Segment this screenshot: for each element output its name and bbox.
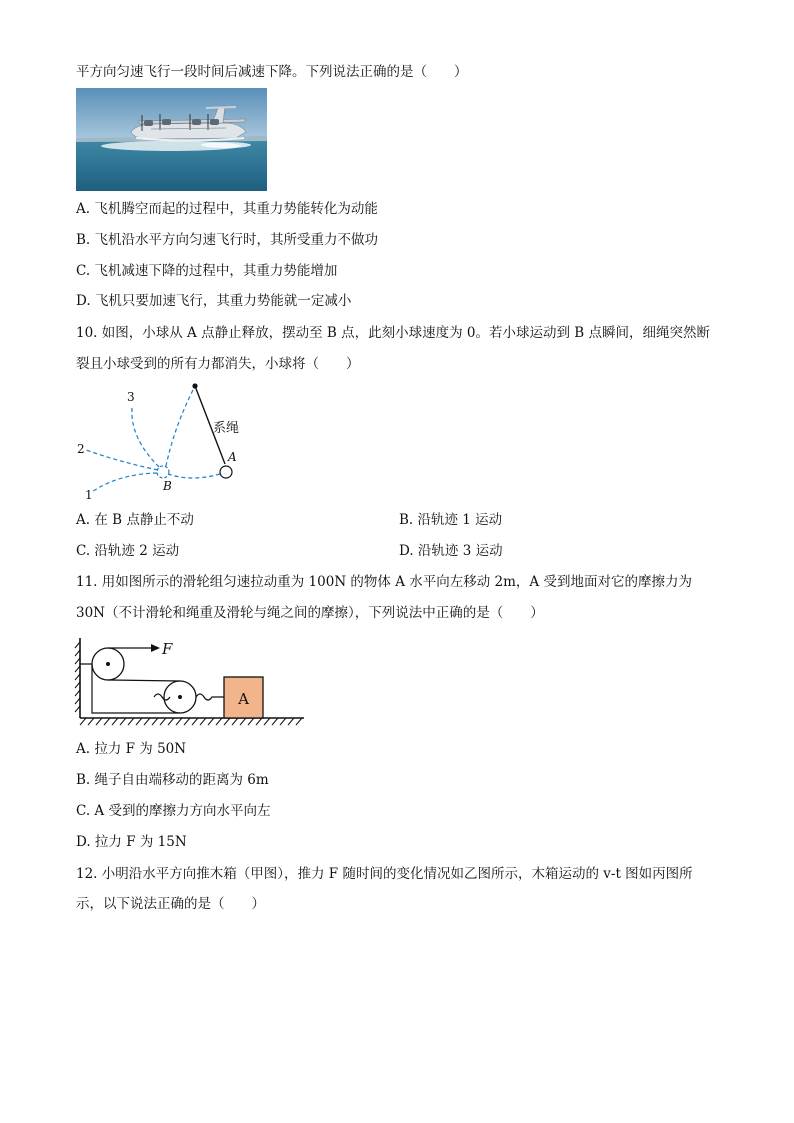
track-3 (132, 408, 159, 467)
rope-position-b (166, 390, 193, 466)
q9-option-a: A. 飞机腾空而起的过程中，其重力势能转化为动能 (76, 201, 378, 217)
point-b-label: B (163, 479, 172, 493)
q9-option-c: C. 飞机减速下降的过程中，其重力势能增加 (76, 263, 338, 279)
q11-option-d: D. 拉力 F 为 15N (76, 834, 187, 850)
q10-option-d: D. 沿轨迹 3 运动 (399, 543, 503, 559)
q10-stem-line2: 裂且小球受到的所有力都消失，小球将（ ） (76, 356, 360, 372)
swing-arc (168, 474, 220, 478)
q11-stem-line2: 30N（不计滑轮和绳重及滑轮与绳之间的摩擦），下列说法中正确的是（ ） (76, 605, 544, 621)
q9-option-d: D. 飞机只要加速飞行，其重力势能就一定减小 (76, 293, 352, 309)
q9-stem: 平方向匀速飞行一段时间后减速下降。下列说法正确的是（ ） (76, 64, 468, 80)
q11-option-c: C. A 受到的摩擦力方向水平向左 (76, 803, 271, 819)
q10-option-c: C. 沿轨迹 2 运动 (76, 543, 180, 559)
seaplane-photo (76, 88, 267, 191)
track-2-label: 2 (77, 442, 85, 456)
q12-stem-line1: 12. 小明沿水平方向推木箱（甲图），推力 F 随时间的变化情况如乙图所示，木箱运动的 v-t 图如丙图所 (76, 866, 693, 882)
ball-a (220, 466, 232, 478)
q10-option-b: B. 沿轨迹 1 运动 (399, 512, 503, 528)
track-1-label: 1 (85, 488, 93, 502)
track-2 (86, 450, 158, 470)
track-3-label: 3 (127, 390, 135, 404)
point-a-label: A (228, 450, 237, 464)
q10-option-a: A. 在 B 点静止不动 (76, 512, 194, 528)
q12-stem-line2: 示，以下说法正确的是（ ） (76, 896, 265, 912)
q11-option-b: B. 绳子自由端移动的距离为 6m (76, 772, 269, 788)
force-arrowhead (151, 644, 160, 652)
block-a-label: A (238, 690, 249, 708)
force-label: F (162, 640, 173, 658)
pendulum-diagram (70, 378, 250, 503)
q11-stem-line1: 11. 用如图所示的滑轮组匀速拉动重为 100N 的物体 A 水平向左移动 2m，A 受到地面对它的摩擦力为 (76, 574, 692, 590)
rope-label: 系绳 (213, 421, 240, 436)
ball-b (157, 466, 169, 478)
q9-option-b: B. 飞机沿水平方向匀速飞行时，其所受重力不做功 (76, 232, 379, 248)
q11-option-a: A. 拉力 F 为 50N (76, 741, 187, 757)
pulley-diagram (74, 634, 310, 730)
q10-stem-line1: 10. 如图，小球从 A 点静止释放，摆动至 B 点，此刻小球速度为 0。若小球运动到 B 点瞬间，细绳突然断 (76, 325, 710, 341)
track-1 (92, 473, 157, 492)
